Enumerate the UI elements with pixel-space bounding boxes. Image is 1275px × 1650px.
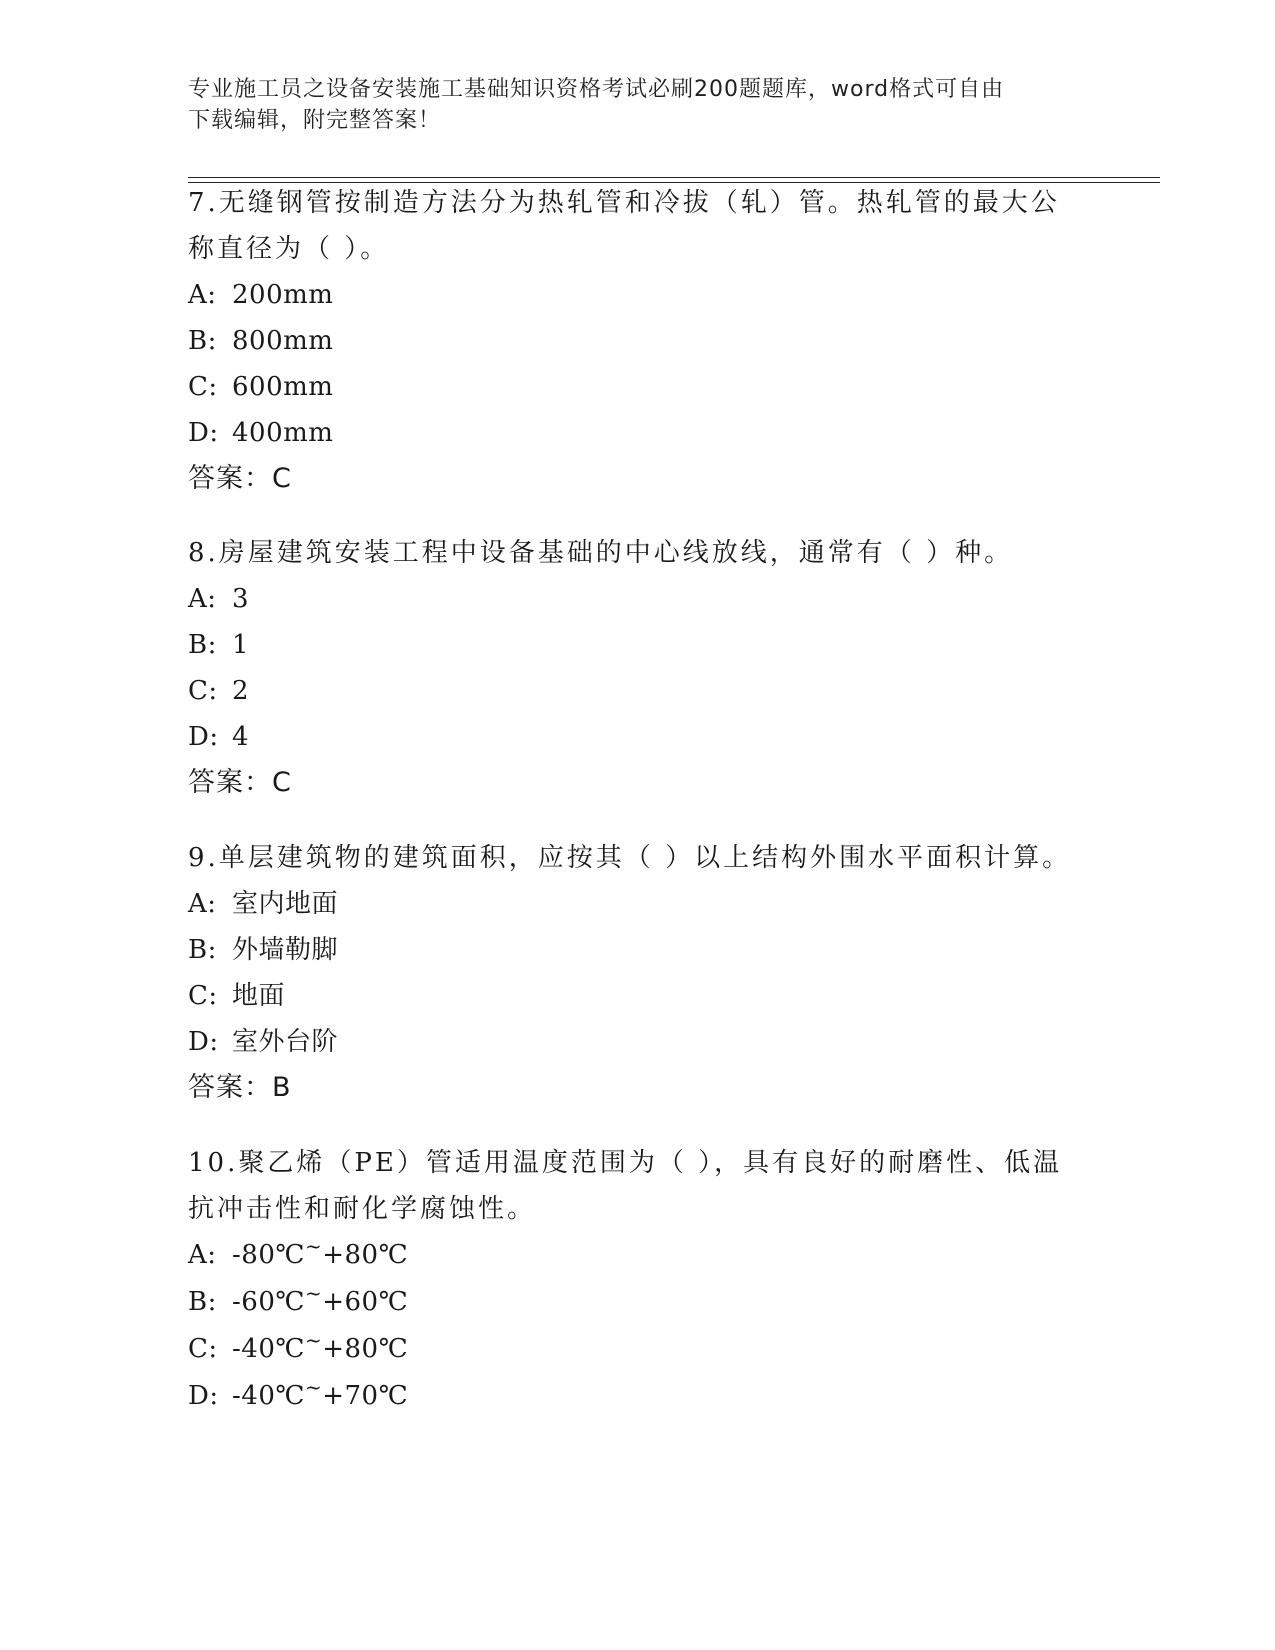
answer: 答案：C: [188, 463, 292, 494]
option-c: C: 600mm: [188, 372, 334, 402]
question-10: [188, 1140, 1088, 1420]
question-text: 10.聚乙烯（PE）管适用温度范围为（ ），具有良好的耐磨性、低温抗冲击性和耐化学腐蚀性。: [188, 1148, 1063, 1224]
option-d: D: 4: [188, 722, 250, 752]
option-d: D: 400mm: [188, 418, 334, 448]
option-b: B: 1: [188, 630, 250, 660]
option-c: C: -40℃~+80℃: [188, 1328, 409, 1364]
answer: 答案：B: [188, 1072, 292, 1103]
option-c: C: 2: [188, 676, 250, 706]
option-a: A: 200mm: [188, 280, 334, 310]
option-a: A: 室内地面: [188, 889, 339, 919]
option-a: A: -80℃~+80℃: [188, 1234, 409, 1270]
question-text: 7.无缝钢管按制造方法分为热轧管和冷拔（轧）管。热轧管的最大公称直径为（ ）。: [188, 188, 1060, 264]
option-c: C: 地面: [188, 981, 286, 1011]
header-line-2: 下载编辑，附完整答案！: [188, 108, 442, 133]
question-7: [188, 180, 1088, 502]
question-text: 8.房屋建筑安装工程中设备基础的中心线放线，通常有（ ）种。: [188, 538, 1014, 568]
option-d: D: 室外台阶: [188, 1027, 339, 1057]
option-a: A: 3: [188, 584, 250, 614]
document-header: [188, 74, 1088, 136]
question-text: 9.单层建筑物的建筑面积，应按其（ ）以上结构外围水平面积计算。: [188, 843, 1072, 873]
question-9: [188, 835, 1088, 1111]
question-8: [188, 530, 1088, 806]
option-d: D: -40℃~+70℃: [188, 1375, 409, 1411]
option-b: B: 外墙勒脚: [188, 935, 339, 965]
answer: 答案：C: [188, 767, 292, 798]
option-b: B: -60℃~+60℃: [188, 1281, 409, 1317]
option-b: B: 800mm: [188, 326, 334, 356]
header-line-1: 专业施工员之设备安装施工基础知识资格考试必刷200题题库，word格式可自由: [188, 77, 1005, 102]
header-divider-top: [188, 177, 1160, 178]
